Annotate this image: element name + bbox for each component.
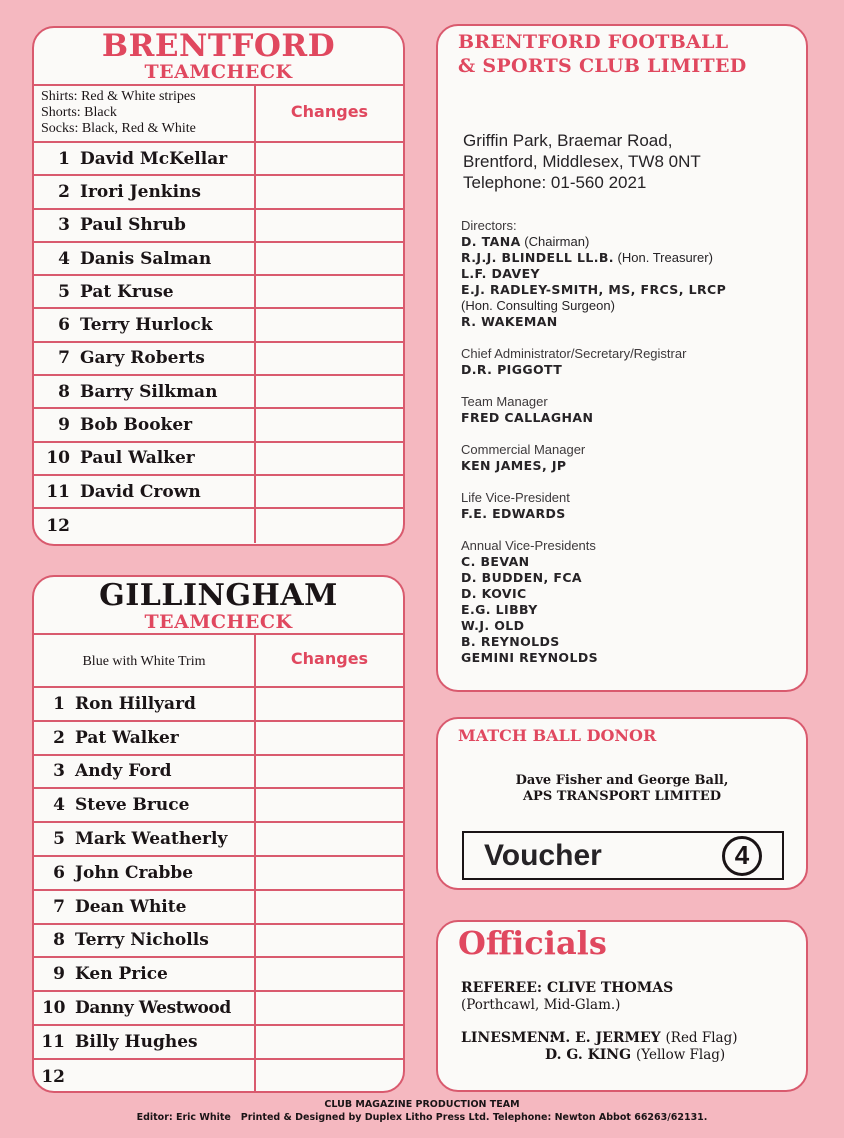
change-field[interactable] [256,722,403,754]
player-number: 2 [58,181,70,202]
player-row [34,276,403,309]
player-name: Danis Salman [80,248,212,269]
player-row [34,992,403,1026]
player-row [34,376,403,409]
officer-note: (Hon. Consulting Surgeon) [461,298,615,313]
brentford-kit-row [34,86,403,143]
player-name: Terry Nicholls [75,930,209,951]
player-name: Barry Silkman [80,381,218,402]
linesmen-block [461,1030,801,1064]
player-row [34,1060,403,1093]
player-number: 5 [53,829,65,850]
player-number: 7 [53,896,65,917]
gillingham-team-name: GILLINGHAM [99,578,338,613]
officer-entry [461,282,806,298]
brentford-team-header [34,28,403,86]
change-field[interactable] [256,789,403,821]
officer-name: D.R. PIGGOTT [461,362,563,377]
change-field[interactable] [256,176,403,207]
gillingham-kit-row [34,635,403,688]
officer-name: D. TANA [461,234,521,249]
referee-block [461,980,673,1013]
officer-entry [461,266,806,282]
officer-name: KEN JAMES, JP [461,458,567,473]
referee-name: CLIVE THOMAS [546,980,674,996]
change-field[interactable] [256,925,403,957]
footer-title: CLUB MAGAZINE PRODUCTION TEAM [324,1099,520,1110]
player-number: 10 [42,998,65,1019]
brentford-teamcheck-label: TEAMCHECK [144,61,293,83]
officer-entry [461,298,806,314]
brentford-team-name: BRENTFORD [101,28,336,64]
player-name: Terry Hurlock [80,315,213,336]
officer-name: R. WAKEMAN [461,314,558,329]
change-field[interactable] [256,756,403,788]
change-field[interactable] [256,476,403,507]
officer-entry [461,586,806,602]
player-row [34,176,403,209]
officer-entry [461,458,806,474]
officer-section [461,442,806,474]
player-name: Irori Jenkins [80,181,201,202]
officer-name: D. BUDDEN, FCA [461,570,582,585]
officer-entry [461,234,806,250]
officer-name: L.F. DAVEY [461,266,540,281]
change-field[interactable] [256,376,403,407]
officer-name: E.J. RADLEY-SMITH, MS, FRCS, LRCP [461,282,727,297]
player-row [34,857,403,891]
gillingham-team-header [34,577,403,635]
player-row [34,476,403,509]
referee-label: REFEREE: [461,980,543,996]
officer-section [461,394,806,426]
player-number: 1 [53,693,65,714]
player-number: 8 [58,381,70,402]
voucher-number-circle: 4 [722,836,762,876]
player-row [34,925,403,959]
production-footer [0,1098,844,1124]
player-name: Andy Ford [75,761,172,782]
player-name: Gary Roberts [80,348,205,369]
officer-name: W.J. OLD [461,618,525,633]
officer-entry [461,506,806,522]
officer-role-label: Commercial Manager [461,442,586,457]
change-field[interactable] [256,443,403,474]
club-title-line2: & SPORTS CLUB LIMITED [458,55,747,77]
club-title-line1: BRENTFORD FOOTBALL [458,31,729,53]
linesman-2-flag: (Yellow Flag) [635,1047,726,1063]
player-number: 10 [46,448,70,469]
player-number: 4 [53,795,65,816]
officer-role-label: Life Vice-President [461,490,570,505]
officer-name: R.J.J. BLINDELL LL.B. [461,250,614,265]
linesman-1-name: M. E. JERMEY [549,1030,661,1046]
change-field[interactable] [256,210,403,241]
officer-name: C. BEVAN [461,554,530,569]
change-field[interactable] [256,409,403,440]
change-field[interactable] [256,143,403,174]
change-field[interactable] [256,1026,403,1058]
gillingham-teamcheck-panel [32,575,405,1093]
player-number: 8 [53,930,65,951]
change-field[interactable] [256,276,403,307]
player-row [34,958,403,992]
club-address [463,130,806,193]
officer-name: FRED CALLAGHAN [461,410,594,425]
officer-name: E.G. LIBBY [461,602,538,617]
player-name: Danny Westwood [75,998,231,1019]
change-field[interactable] [256,688,403,720]
officer-entry [461,362,806,378]
player-name: David McKellar [80,148,228,169]
officer-section [461,218,806,330]
player-row [34,789,403,823]
player-number: 5 [58,281,70,302]
player-row [34,823,403,857]
player-name: Dean White [75,896,187,917]
gillingham-player-list [34,688,403,1093]
player-name: Billy Hughes [75,1031,198,1052]
officer-entry [461,250,806,266]
officer-entry [461,650,806,666]
player-row [34,688,403,722]
player-name: Paul Shrub [80,215,186,236]
change-field[interactable] [256,823,403,855]
address-line: Brentford, Middlesex, TW8 0NT [463,152,701,171]
player-number: 9 [58,415,70,436]
player-number: 4 [58,248,70,269]
player-name: David Crown [80,481,201,502]
officer-entry [461,410,806,426]
officer-role-label: Chief Administrator/Secretary/Registrar [461,346,687,361]
player-name: Ken Price [75,964,168,985]
officer-entry [461,314,806,330]
player-number: 3 [53,761,65,782]
player-number: 6 [58,315,70,336]
officer-section [461,490,806,522]
officer-note: (Chairman) [520,234,590,249]
player-number: 1 [58,148,70,169]
officer-entry [461,634,806,650]
gillingham-teamcheck-label: TEAMCHECK [144,611,293,633]
gillingham-kit-info [34,635,256,686]
player-row [34,243,403,276]
brentford-kit-shirts: Shirts: Red & White stripes [41,89,196,104]
gillingham-changes-header: Changes [290,649,369,668]
brentford-kit-socks: Socks: Black, Red & White [41,121,196,136]
player-number: 3 [58,215,70,236]
match-ball-panel [436,717,808,890]
officer-entry [461,554,806,570]
voucher-label: Voucher [484,838,602,872]
officer-note: (Hon. Treasurer) [613,250,713,265]
player-row [34,891,403,925]
officials-panel [436,920,808,1092]
change-field[interactable] [256,992,403,1024]
officer-name: GEMINI REYNOLDS [461,650,598,665]
player-name: Pat Walker [75,727,179,748]
player-row [34,309,403,342]
player-number: 6 [53,862,65,883]
donor-company: APS TRANSPORT LIMITED [522,789,722,804]
change-field[interactable] [256,958,403,990]
change-field[interactable] [256,1060,403,1093]
player-number: 9 [53,964,65,985]
brentford-kit-info [34,86,256,141]
footer-credits: Editor: Eric White Printed & Designed by Duplex Litho Press Ltd. Telephone: Newton Abbot 66263/62131. [136,1112,708,1123]
brentford-kit-shorts: Shorts: Black [41,105,117,120]
linesman-1-flag: (Red Flag) [665,1030,738,1046]
change-field[interactable] [256,509,403,542]
player-row [34,722,403,756]
voucher-box [462,831,784,880]
change-field[interactable] [256,857,403,889]
player-row [34,210,403,243]
player-row [34,443,403,476]
player-row [34,343,403,376]
club-officers [461,218,806,666]
officials-title: Officials [458,924,607,962]
linesmen-label: LINESMEN: [461,1030,555,1046]
brentford-changes-header: Changes [290,102,369,121]
officer-entry [461,618,806,634]
brentford-teamcheck-panel [32,26,405,546]
officer-name: D. KOVIC [461,586,527,601]
player-name: Pat Kruse [80,281,174,302]
player-row [34,1026,403,1060]
officer-role-label: Team Manager [461,394,548,409]
officer-entry [461,602,806,618]
officer-name: B. REYNOLDS [461,634,560,649]
player-row [34,409,403,442]
change-field[interactable] [256,243,403,274]
player-name: John Crabbe [75,862,194,883]
officer-name: F.E. EDWARDS [461,506,566,521]
player-name: Mark Weatherly [75,829,228,850]
officer-section [461,538,806,666]
player-number: 12 [41,1066,65,1087]
player-number: 7 [58,348,70,369]
change-field[interactable] [256,309,403,340]
club-info-panel [436,24,808,692]
telephone: Telephone: 01-560 2021 [463,173,647,192]
player-row [34,756,403,790]
match-ball-title: MATCH BALL DONOR [458,726,657,745]
player-name: Steve Bruce [75,795,190,816]
donor-names: Dave Fisher and George Ball, [515,773,729,788]
player-number: 12 [46,515,70,536]
player-number: 11 [41,1031,65,1052]
linesman-2-name: D. G. KING [545,1047,632,1063]
officer-section [461,346,806,378]
player-number: 11 [46,481,70,502]
officer-role-label: Directors: [461,218,517,233]
player-name: Paul Walker [80,448,195,469]
change-field[interactable] [256,343,403,374]
player-row [34,509,403,542]
officer-role-label: Annual Vice-Presidents [461,538,596,553]
change-field[interactable] [256,891,403,923]
officer-entry [461,570,806,586]
gillingham-kit-colors: Blue with White Trim [82,654,206,669]
referee-location: (Porthcawl, Mid-Glam.) [461,997,621,1013]
player-number: 2 [53,727,65,748]
player-name: Bob Booker [80,415,193,436]
address-line: Griffin Park, Braemar Road, [463,131,673,150]
brentford-player-list [34,143,403,543]
player-row [34,143,403,176]
player-name: Ron Hillyard [75,693,196,714]
